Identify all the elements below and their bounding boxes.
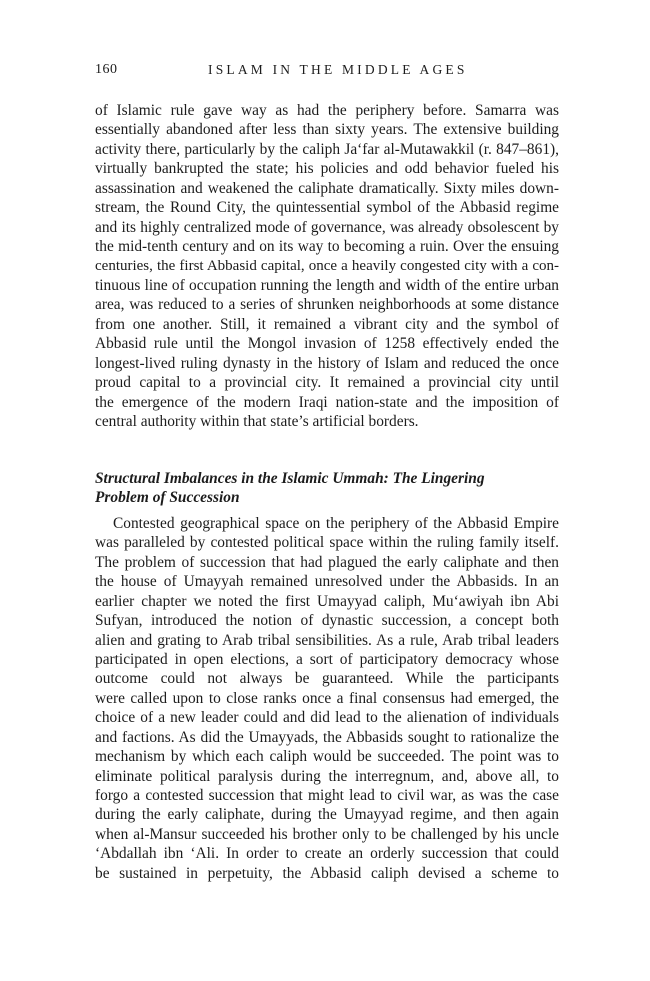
text-line: activity there, particularly by the caliph Ja‘far al-Mutawakkil (r. 847–861), — [95, 140, 559, 158]
text-line: choice of a new leader could and did lead to the alienation of individuals — [95, 709, 559, 727]
text-line: central authority within that state’s artificial borders. — [95, 413, 419, 430]
text-line: centuries, the first Abbasid capital, once a heavily congested city with a con- — [95, 257, 559, 274]
text-line: eliminate political paralysis during the interregnum, and, above all, to — [95, 767, 559, 785]
body-paragraph-2 — [95, 514, 559, 883]
text-line: be sustained in perpetuity, the Abbasid caliph devised a scheme to — [95, 864, 559, 882]
text-line: forgo a contested succession that might lead to civil war, as was the case — [95, 787, 559, 804]
text-line: outcome could not always be guaranteed. While the participants — [95, 670, 559, 688]
text-line: when al-Mansur succeeded his brother only to be challenged by his uncle — [95, 825, 559, 843]
section — [95, 469, 559, 883]
text-line: participated in open elections, a sort of participatory democracy whose — [95, 650, 559, 668]
heading-line: Structural Imbalances in the Islamic Ummah: The Lingering — [95, 470, 485, 487]
text-line: the mid-tenth century and on its way to becoming a ruin. Over the ensuing — [95, 238, 559, 256]
text-line: essentially abandoned after less than sixty years. The extensive building — [95, 121, 559, 139]
text-line: the house of Umayyah remained unresolved under the Abbasids. In an — [95, 573, 559, 591]
text-line: virtually bankrupted the state; his policies and odd behavior fueled his — [95, 160, 559, 178]
running-title: ISLAM IN THE MIDDLE AGES — [208, 62, 468, 77]
text-line: mechanism by which each caliph would be succeeded. The point was to — [95, 748, 559, 766]
text-line: of Islamic rule gave way as had the periphery before. Samarra was — [95, 102, 559, 119]
text-line: ‘Abdallah ibn ‘Ali. In order to create an orderly succession that could — [95, 845, 559, 863]
text-line: stream, the Round City, the quintessential symbol of the Abbasid regime — [95, 199, 559, 217]
page-number: 160 — [95, 62, 118, 77]
text-line: was paralleled by contested political space within the ruling family itself. — [95, 534, 559, 552]
body-paragraph-1 — [95, 101, 559, 431]
text-line: and its highly centralized mode of governance, was already obsolescent by — [95, 218, 559, 236]
text-line: Abbasid rule until the Mongol invasion of 1258 effectively ended the — [95, 335, 559, 353]
heading-line: Problem of Succession — [95, 489, 240, 507]
text-line: alien and grating to Arab tribal sensibilities. As a rule, Arab tribal leaders — [95, 631, 559, 649]
running-head — [95, 62, 559, 82]
text-line: proud capital to a provincial city. It remained a provincial city until — [95, 374, 559, 392]
text-line: the emergence of the modern Iraqi nation-state and the imposition of — [95, 393, 559, 411]
text-line: and factions. As did the Umayyads, the Abbasids sought to rationalize the — [95, 728, 559, 746]
text-line: Contested geographical space on the periphery of the Abbasid Empire — [113, 514, 559, 532]
text-line: tinuous line of occupation running the length and width of the entire urban — [95, 276, 559, 294]
text-line: area, was reduced to a series of shrunken neighborhoods at some distance — [95, 296, 559, 314]
text-line: The problem of succession that had plagued the early caliphate and then — [95, 553, 559, 571]
text-line: assassination and weakened the caliphate dramatically. Sixty miles down- — [95, 179, 559, 197]
text-line: from one another. Still, it remained a vibrant city and the symbol of — [95, 315, 559, 333]
section-heading — [95, 469, 559, 508]
text-line: were called upon to close ranks once a final consensus had emerged, the — [95, 689, 559, 707]
text-line: earlier chapter we noted the first Umayyad caliph, Mu‘awiyah ibn Abi — [95, 592, 559, 610]
text-line: longest-lived ruling dynasty in the history of Islam and reduced the once — [95, 354, 559, 372]
text-line: during the early caliphate, during the Umayyad regime, and then again — [95, 806, 559, 824]
text-line: Sufyan, introduced the notion of dynastic succession, a concept both — [95, 612, 559, 630]
